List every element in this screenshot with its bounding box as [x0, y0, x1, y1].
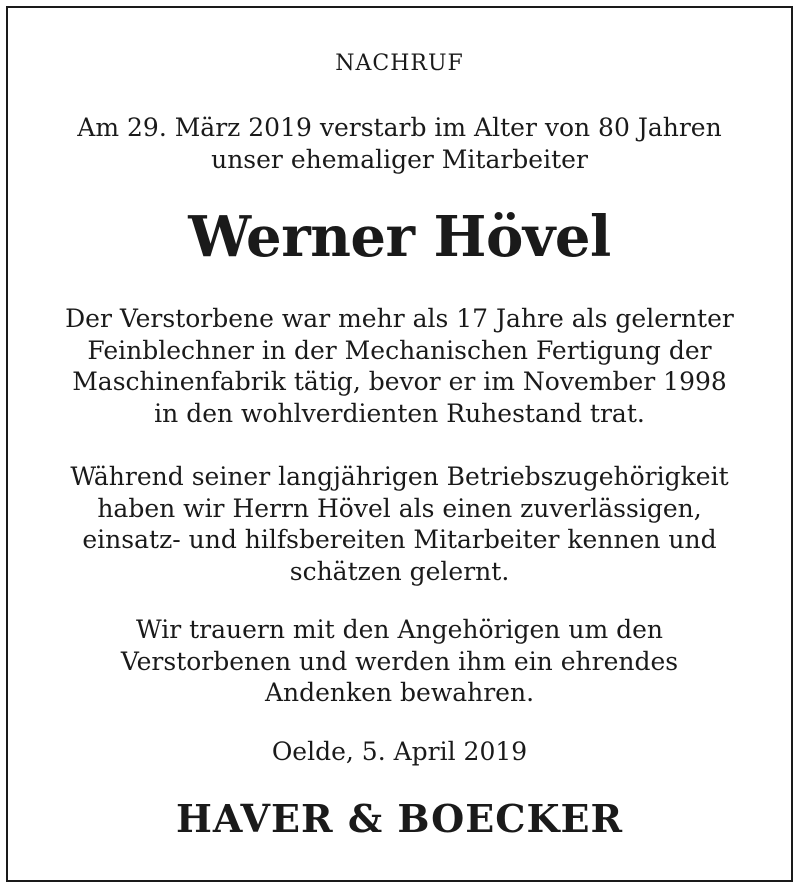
intro-line: Am 29. März 2019 verstarb im Alter von 80 Jahren — [77, 113, 722, 142]
paragraph-line: Feinblechner in der Mechanischen Fertigung der — [87, 335, 712, 365]
deceased-name: Werner Hövel — [188, 204, 611, 270]
paragraph-line: Andenken bewahren. — [264, 678, 535, 707]
paragraph-line: haben wir Herrn Hövel als einen zuverlässigen, — [97, 493, 702, 523]
intro-line: unser ehemaliger Mitarbeiter — [211, 145, 588, 174]
company-name: HAVER & BOECKER — [175, 796, 624, 841]
paragraph-line: Während seiner langjährigen Betriebszugehörigkeit — [70, 462, 729, 491]
intro-text — [8, 112, 791, 176]
appreciation-paragraph — [8, 461, 791, 587]
career-paragraph — [8, 303, 791, 429]
obituary-frame — [6, 6, 793, 882]
mourning-paragraph — [8, 614, 791, 709]
notice-heading: NACHRUF — [335, 51, 464, 76]
place-date: Oelde, 5. April 2019 — [271, 737, 528, 766]
paragraph-line: Der Verstorbene war mehr als 17 Jahre als gelernter — [65, 304, 734, 333]
paragraph-line: Verstorbenen und werden ihm ein ehrendes — [120, 646, 679, 676]
paragraph-line: schätzen gelernt. — [289, 556, 510, 586]
paragraph-line: Maschinenfabrik tätig, bevor er im November 1998 — [72, 367, 727, 396]
paragraph-line: Wir trauern mit den Angehörigen um den — [135, 615, 664, 644]
paragraph-line: in den wohlverdienten Ruhestand trat. — [154, 398, 645, 428]
paragraph-line: einsatz- und hilfsbereiten Mitarbeiter kennen und — [82, 525, 717, 554]
